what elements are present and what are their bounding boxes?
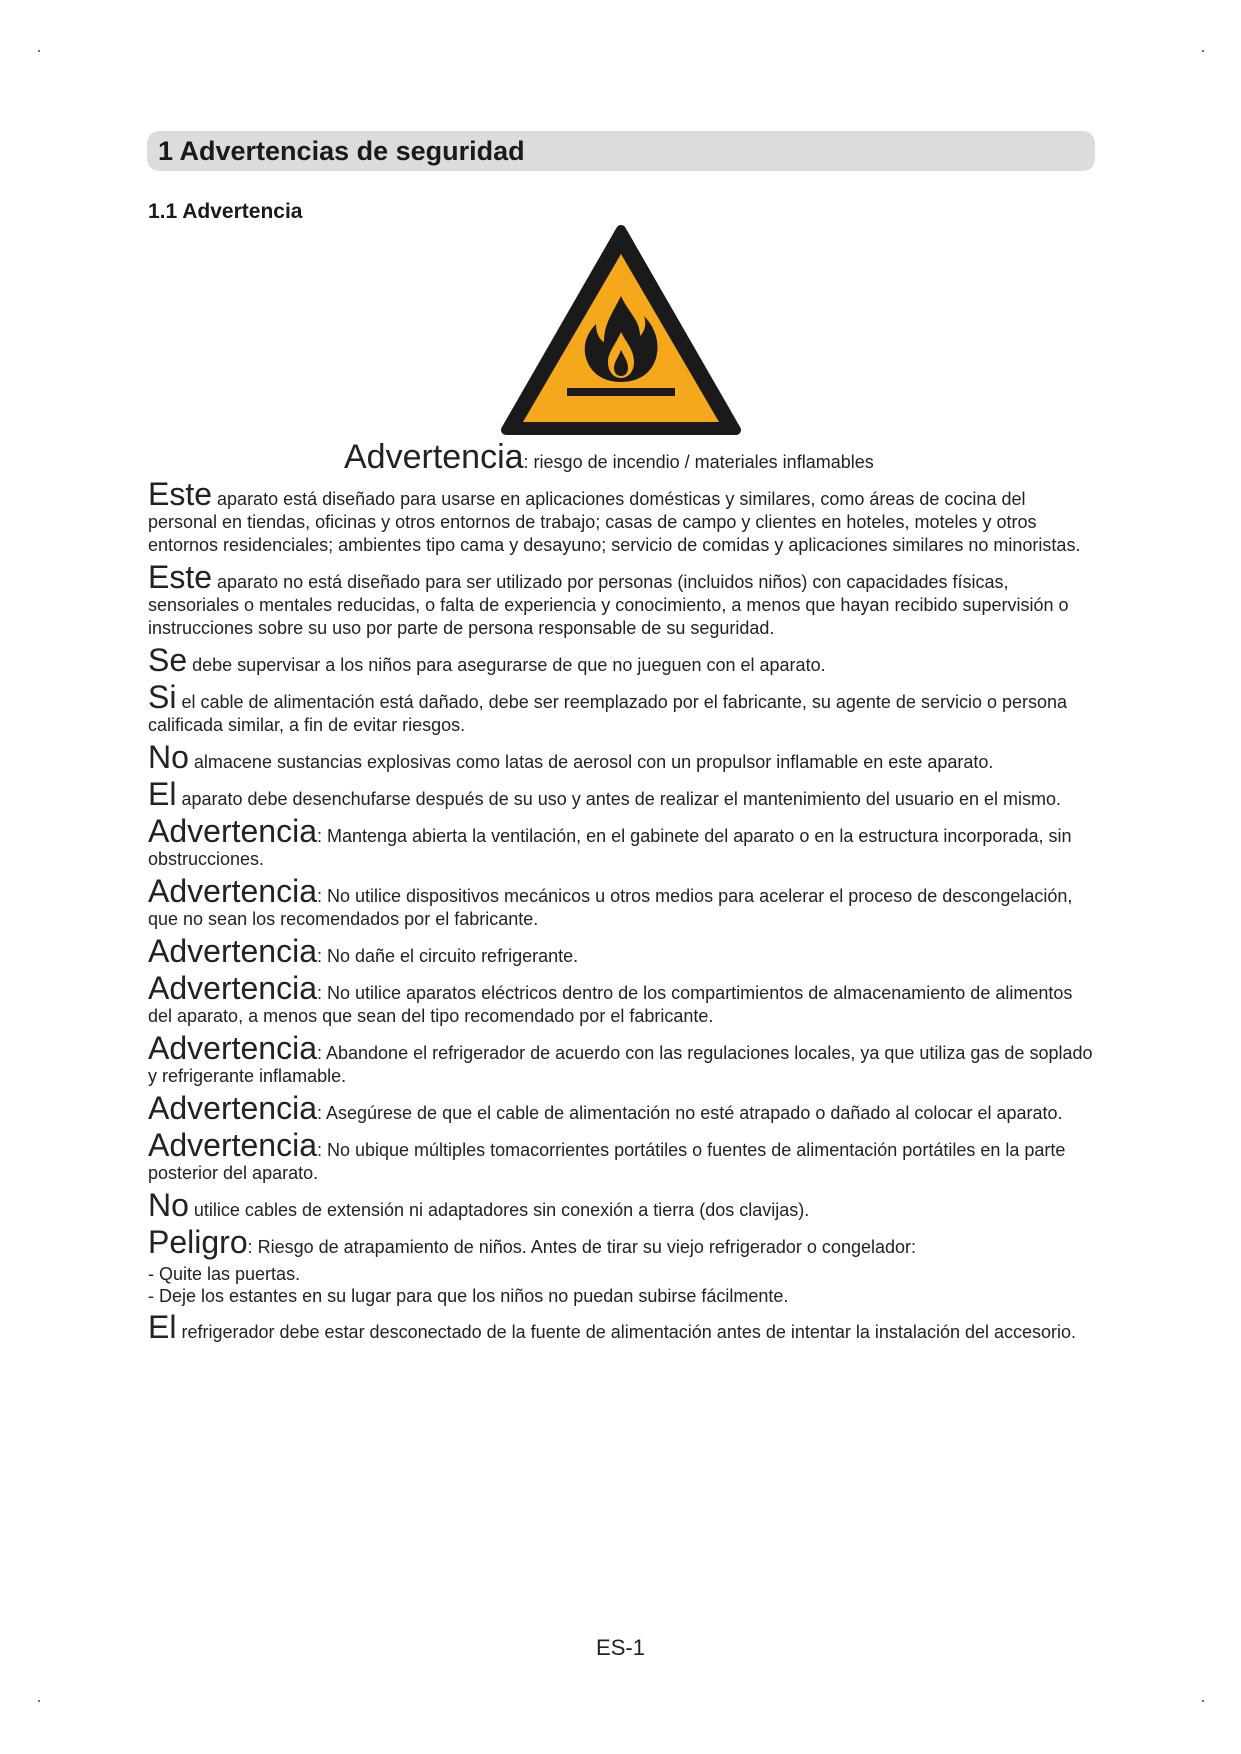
paragraph-text: : No ubique múltiples tomacorrientes portátiles o fuentes de alimentación portátiles en la parte posterior del aparato. bbox=[148, 1140, 1066, 1183]
warnings-list bbox=[148, 478, 1098, 1348]
paragraph-lead: El bbox=[148, 776, 177, 812]
bullet-item: - Quite las puertas. bbox=[148, 1264, 301, 1284]
warning-paragraph bbox=[148, 1189, 1098, 1222]
paragraph-text: : No utilice aparatos eléctricos dentro de los compartimientos de almacenamiento de alimentos del aparato, a menos que sean del tipo recomendado por el fabricante. bbox=[148, 983, 1073, 1026]
paragraph-lead: Advertencia bbox=[148, 1090, 317, 1126]
warning-paragraph bbox=[148, 681, 1098, 737]
warning-paragraph bbox=[148, 1129, 1098, 1185]
section-title: 1 Advertencias de seguridad bbox=[158, 136, 525, 166]
warning-paragraph bbox=[148, 1092, 1098, 1125]
sign-caption-text: : riesgo de incendio / materiales inflamables bbox=[523, 452, 874, 472]
warning-paragraph bbox=[148, 778, 1098, 811]
warning-paragraph bbox=[148, 1226, 1098, 1259]
paragraph-text: : Riesgo de atrapamiento de niños. Antes de tirar su viejo refrigerador o congelador: bbox=[247, 1237, 916, 1257]
paragraph-lead: Si bbox=[148, 679, 177, 715]
paragraph-text: : No dañe el circuito refrigerante. bbox=[316, 946, 579, 966]
corner-mark bbox=[38, 1700, 40, 1702]
paragraph-text: el cable de alimentación está dañado, debe ser reemplazado por el fabricante, su agente de servicio o persona calificada similar, a fin de evitar riesgos. bbox=[148, 692, 1068, 735]
paragraph-text: aparato no está diseñado para ser utilizado por personas (incluidos niños) con capacidades físicas, sensoriales o mentales reducidas, o falta de experiencia y conocimiento, a menos que hayan recibido supervisión o instrucciones sobre su uso por parte de persona responsable de su seguridad. bbox=[148, 572, 1069, 638]
flammable-warning-icon bbox=[500, 224, 742, 439]
final-paragraph bbox=[148, 1311, 1098, 1344]
warning-paragraph bbox=[148, 875, 1098, 931]
page-number: ES-1 bbox=[596, 1635, 645, 1660]
paragraph-lead: No bbox=[148, 739, 189, 775]
base-bar bbox=[567, 388, 675, 396]
corner-mark bbox=[1202, 50, 1204, 52]
warning-paragraph bbox=[148, 972, 1098, 1028]
paragraph-text: : No utilice dispositivos mecánicos u otros medios para acelerar el proceso de descongelación, que no sean los recomendados por el fabricante. bbox=[148, 886, 1073, 929]
paragraph-lead: Peligro bbox=[148, 1224, 248, 1260]
warning-paragraph bbox=[148, 815, 1098, 871]
corner-mark bbox=[38, 50, 40, 52]
paragraph-lead: Advertencia bbox=[148, 970, 317, 1006]
paragraph-lead: Este bbox=[148, 476, 213, 512]
paragraph-text: refrigerador debe estar desconectado de la fuente de alimentación antes de intentar la instalación del accesorio. bbox=[176, 1322, 1077, 1342]
paragraph-text: aparato está diseñado para usarse en aplicaciones domésticas y similares, como áreas de cocina del personal en tiendas, oficinas y otros entornos de trabajo; casas de campo y clientes en hoteles, moteles y otros entornos residenciales; ambientes tipo cama y desayuno; servicio de comidas y aplicaciones similares no minoristas. bbox=[148, 489, 1081, 555]
paragraph-text: debe supervisar a los niños para asegurarse de que no jueguen con el aparato. bbox=[187, 655, 826, 675]
paragraph-lead: Advertencia bbox=[148, 933, 317, 969]
paragraph-lead: No bbox=[148, 1187, 189, 1223]
warning-paragraph bbox=[148, 478, 1098, 557]
corner-mark bbox=[1202, 1700, 1204, 1702]
paragraph-lead: El bbox=[148, 1309, 177, 1345]
paragraph-lead: Advertencia bbox=[148, 1127, 317, 1163]
sign-caption bbox=[344, 437, 874, 477]
warning-paragraph bbox=[148, 644, 1098, 677]
paragraph-text: almacene sustancias explosivas como latas de aerosol con un propulsor inflamable en este aparato. bbox=[188, 752, 994, 772]
paragraph-lead: Advertencia bbox=[148, 873, 317, 909]
bullet-list bbox=[148, 1263, 1098, 1307]
warning-paragraph bbox=[148, 935, 1098, 968]
paragraph-text: aparato debe desenchufarse después de su uso y antes de realizar el mantenimiento del usuario en el mismo. bbox=[176, 789, 1061, 809]
paragraph-text: : Abandone el refrigerador de acuerdo con las regulaciones locales, ya que utiliza gas de soplado y refrigerante inflamable. bbox=[148, 1043, 1093, 1086]
subsection-title: 1.1 Advertencia bbox=[148, 200, 303, 223]
paragraph-lead: Advertencia bbox=[148, 1030, 317, 1066]
warning-paragraph bbox=[148, 561, 1098, 640]
paragraph-text: : Asegúrese de que el cable de alimentación no esté atrapado o dañado al colocar el aparato. bbox=[316, 1103, 1063, 1123]
paragraph-text: : Mantenga abierta la ventilación, en el gabinete del aparato o en la estructura incorporada, sin obstrucciones. bbox=[148, 826, 1072, 869]
paragraph-text: utilice cables de extensión ni adaptadores sin conexión a tierra (dos clavijas). bbox=[188, 1200, 810, 1220]
sign-caption-lead: Advertencia bbox=[344, 438, 524, 476]
warning-paragraph bbox=[148, 1032, 1098, 1088]
paragraph-lead: Advertencia bbox=[148, 813, 317, 849]
paragraph-lead: Se bbox=[148, 642, 188, 678]
warning-paragraph bbox=[148, 741, 1098, 774]
paragraph-lead: Este bbox=[148, 559, 213, 595]
bullet-item: - Deje los estantes en su lugar para que los niños no puedan subirse fácilmente. bbox=[148, 1286, 789, 1306]
